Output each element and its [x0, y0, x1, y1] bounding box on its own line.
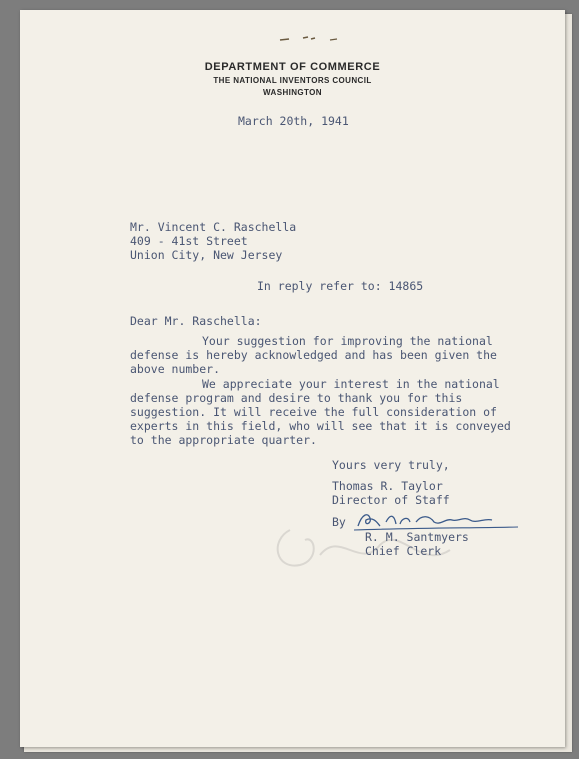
- body-paragraph-1-text: Your suggestion for improving the national defense is hereby acknowledged and has been given the above number.: [130, 334, 497, 376]
- signer-title: Director of Staff: [332, 493, 450, 507]
- by-label: By: [332, 515, 346, 529]
- letter-date: March 20th, 1941: [238, 114, 349, 128]
- signer-name: Thomas R. Taylor: [332, 479, 443, 493]
- recipient-city: Union City, New Jersey: [130, 248, 283, 262]
- recipient-street: 409 - 41st Street: [130, 234, 248, 248]
- letterhead-department: DEPARTMENT OF COMMERCE: [204, 61, 381, 73]
- reply-reference: In reply refer to: 14865: [257, 279, 424, 293]
- salutation: Dear Mr. Raschella:: [130, 314, 262, 328]
- letterhead-council: THE NATIONAL INVENTORS COUNCIL: [213, 76, 372, 85]
- complimentary-close: Yours very truly,: [332, 458, 450, 472]
- recipient-name: Mr. Vincent C. Raschella: [130, 220, 297, 234]
- ink-bleed-marks: [275, 30, 365, 52]
- agent-name: R. M. Santmyers: [365, 530, 469, 544]
- body-paragraph-1: [130, 334, 515, 376]
- letter-page: [20, 10, 565, 747]
- body-paragraph-2-text: We appreciate your interest in the national defense program and desire to thank you for this suggestion. It will receive the full consideration of experts in this field, who will see that it is conveyed to the appropriate quarter.: [130, 377, 511, 447]
- agent-title: Chief Clerk: [365, 544, 442, 558]
- letterhead-city: WASHINGTON: [263, 88, 322, 97]
- letterhead: [20, 61, 565, 97]
- body-paragraph-2: [130, 377, 515, 447]
